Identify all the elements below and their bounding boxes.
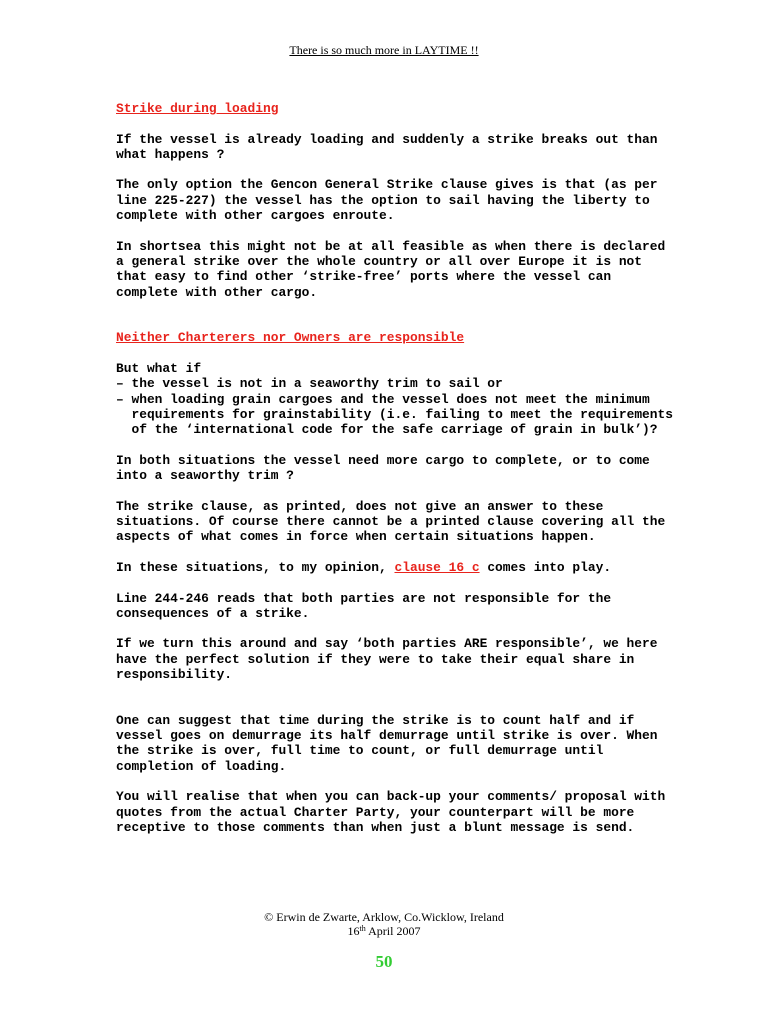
text-run: comes into play. (479, 559, 612, 575)
document-body (116, 101, 676, 851)
paragraph (116, 560, 676, 575)
list-intro: But what if (116, 361, 202, 377)
heading-text: Neither Charterers nor Owners are responsible (116, 330, 465, 346)
section-heading-strike-during-loading (116, 101, 676, 116)
paragraph: The only option the Gencon General Strike clause gives is that (as per line 225-227) the vessel has the option to sail having the liberty to complete with other cargoes enroute. (116, 177, 658, 224)
text-run: In these situations, to my opinion, (116, 559, 395, 575)
paragraph: You will realise that when you can back-up your comments/ proposal with quotes from the actual Charter Party, your counterpart will be more receptive to those comments than when just a blunt message is send. (116, 789, 666, 835)
section-heading-neither-responsible (116, 330, 676, 345)
page-header-title: There is so much more in LAYTIME !! (289, 43, 479, 57)
paragraph: If we turn this around and say ‘both parties ARE responsible’, we here have the perfect solution if they were to take their equal share in responsibility. (116, 636, 658, 682)
footer-date (0, 924, 768, 938)
paragraph: If the vessel is already loading and suddenly a strike breaks out than what happens ? (116, 131, 658, 162)
date-rest: April 2007 (365, 924, 421, 938)
paragraph: In shortsea this might not be at all feasible as when there is declared a general strike over the whole country or all over Europe it is not that easy to find other ‘strike-free’ ports where the vessel can complete with other cargo. (116, 238, 666, 300)
date-suffix: th (359, 924, 366, 933)
date-day: 16 (347, 924, 360, 938)
list-item: – the vessel is not in a seaworthy trim to sail or (116, 376, 503, 392)
paragraph: In both situations the vessel need more cargo to complete, or to come into a seaworthy trim ? (116, 452, 650, 484)
page-number: 50 (375, 952, 393, 971)
paragraph: The strike clause, as printed, does not give an answer to these situations. Of course there cannot be a printed clause covering all the aspects of what comes in force when certain situations happen. (116, 498, 666, 545)
bullet-list-block (116, 361, 676, 437)
list-item: – when loading grain cargoes and the vessel does not meet the minimum requirements for grainstability (i.e. failing to meet the requirements of the ‘international code for the safe carriage of grain in bulk’)? (116, 391, 673, 438)
heading-text: Strike during loading (116, 101, 279, 116)
footer-copyright: © Erwin de Zwarte, Arklow, Co.Wicklow, Ireland (264, 910, 504, 924)
page-footer (0, 910, 768, 938)
paragraph: Line 244-246 reads that both parties are not responsible for the consequences of a strike. (116, 590, 612, 621)
paragraph: One can suggest that time during the strike is to count half and if vessel goes on demurrage its half demurrage until strike is over. When the strike is over, full time to count, or full demurrage until completion of loading. (116, 712, 658, 774)
clause-16c-link[interactable]: clause 16 c (394, 559, 480, 575)
